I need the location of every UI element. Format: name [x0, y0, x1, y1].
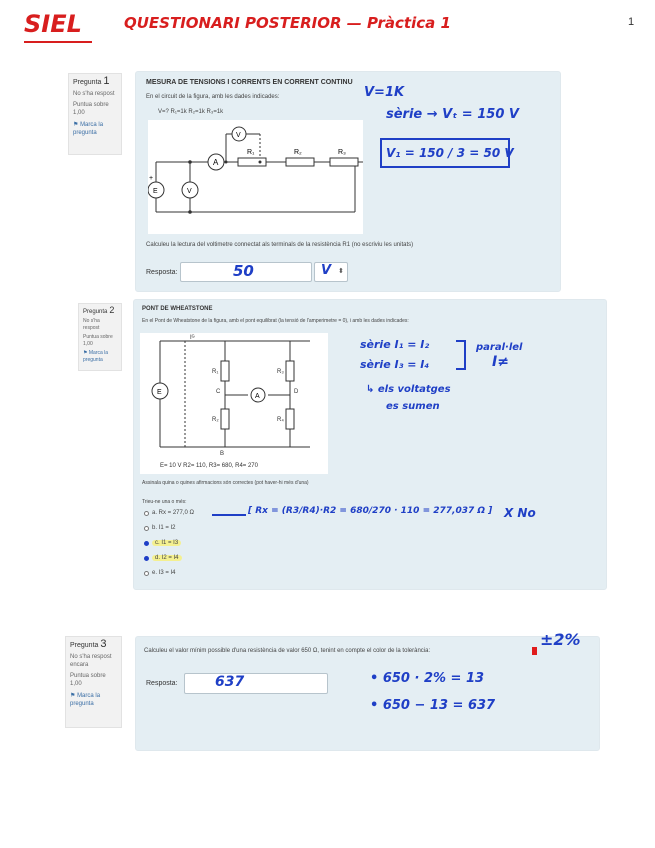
voltmeter2-label: V	[187, 188, 192, 195]
q2-mark: Puntua sobre 1,00	[83, 334, 113, 347]
checkbox-checked	[144, 556, 149, 561]
q1-flag-link[interactable]: ⚑ Marca la pregunta	[73, 122, 104, 136]
q1-voltmeter-top	[232, 127, 246, 141]
siel-title: SIEL	[24, 10, 82, 38]
q2-info-panel	[78, 303, 122, 371]
q1-resistor-r1	[238, 158, 266, 166]
svg-text:A: A	[255, 393, 260, 400]
q2-note-no: X No	[504, 506, 536, 520]
q2-note-eq: [ Rx = (R3/R4)·R2 = 680/270 · 110 = 277,037 Ω ]	[248, 506, 493, 516]
q1-resistor-r2	[286, 158, 314, 166]
q2-resistor-r4	[286, 409, 294, 429]
q1-title: MESURA DE TENSIONS I CORRENTS EN CORRENT CONTINU	[146, 79, 353, 86]
q3-answer-label: Resposta:	[146, 680, 178, 687]
svg-text:D: D	[294, 389, 299, 395]
svg-text:R₁: R₁	[212, 369, 219, 375]
q2-resistor-r2	[221, 409, 229, 429]
q2-question: Assinala quina o quines afirmacions són correctes (pot haver-hi més d'una)	[142, 480, 309, 486]
checkbox	[144, 526, 149, 531]
q2-note-3: paral·lel	[476, 342, 523, 353]
q1-number: 1	[103, 75, 110, 87]
q1-resistor-r3	[330, 158, 358, 166]
q2-note-6: es sumen	[386, 401, 440, 412]
q3-answer-value: 637	[215, 674, 245, 690]
q2-title: PONT DE WHEATSTONE	[142, 306, 213, 312]
q2-circuit-figure	[140, 333, 328, 474]
q2-option-e[interactable]: e. I3 = I4	[144, 570, 176, 576]
q3-note-tol: ±2%	[540, 630, 581, 649]
q2-note-5: ↳ els voltatges	[366, 384, 451, 395]
header-title: QUESTIONARI POSTERIOR — Pràctica 1	[124, 14, 451, 32]
flag-icon: ⚑	[70, 693, 76, 699]
q2-note-4: I≠	[492, 354, 509, 370]
q1-mark: Puntua sobre 1,00	[73, 102, 109, 116]
q3-note-2: • 650 − 13 = 637	[370, 698, 496, 713]
flag-icon: ⚑	[83, 350, 88, 356]
q3-number: 3	[100, 638, 107, 650]
q1-card	[135, 71, 561, 292]
q1-note-v: V=1K	[364, 85, 405, 100]
svg-text:E: E	[157, 389, 162, 396]
q3-note-1: • 650 · 2% = 13	[370, 671, 485, 686]
source-label: E	[153, 188, 158, 195]
checkbox	[144, 511, 149, 516]
q2-label: Pregunta	[83, 309, 108, 315]
r3-label: R₃	[338, 149, 346, 156]
flag-icon: ⚑	[73, 122, 79, 128]
q3-label: Pregunta	[70, 642, 99, 649]
svg-text:R₄: R₄	[277, 417, 284, 423]
r1-label: R₁	[247, 149, 255, 156]
q2-circuit-caption: E= 10 V R2= 110, R3= 680, R4= 270	[160, 463, 258, 469]
q1-data-line: V=? R₁=1k R₂=1k R₃=1k	[158, 109, 224, 115]
plus-label: +	[149, 175, 154, 182]
q1-answer-value: 50	[233, 262, 254, 280]
r2-label: R₂	[294, 149, 302, 156]
q1-question: Calculeu la lectura del voltimetre connectat als terminals de la resistència R1 (no escriviu les unitats)	[146, 242, 414, 248]
q1-note-formula: V₁ = 150 / 3 = 50 V	[380, 138, 510, 168]
page-number: 1	[628, 16, 635, 28]
q1-label: Pregunta	[73, 79, 102, 86]
q3-flag-link[interactable]: ⚑ Marca la pregunta	[70, 693, 101, 707]
q2-source	[152, 383, 168, 399]
q1-circuit-figure	[148, 120, 363, 234]
q1-unit-value: V	[321, 263, 332, 278]
svg-text:R₃: R₃	[277, 369, 284, 375]
checkbox-checked	[144, 541, 149, 546]
q2-option-c[interactable]: c. I1 = I3	[144, 540, 181, 546]
q1-unit-select[interactable]	[314, 262, 348, 282]
q1-info-panel	[68, 73, 122, 155]
q2-resistor-r1	[221, 361, 229, 381]
svg-text:B: B	[220, 451, 225, 457]
checkbox	[144, 571, 149, 576]
q2-note-brace	[456, 340, 466, 370]
svg-text:R₂: R₂	[212, 417, 219, 423]
q2-ammeter	[251, 388, 265, 402]
q2-resistor-r3	[286, 361, 294, 381]
q1-answer-label: Resposta:	[146, 269, 178, 276]
q3-question: Calculeu el valor mínim possible d'una resistència de valor 650 Ω, tenint en compte el color de la tolerància:	[144, 648, 431, 654]
q2-option-a[interactable]: a. Rx = 277,0 Ω	[144, 510, 194, 516]
q1-answer-field[interactable]	[180, 262, 312, 282]
q3-answer-field[interactable]	[184, 673, 328, 694]
q1-voltmeter-bottom	[182, 182, 198, 198]
siel-underline	[24, 41, 92, 43]
q1-ammeter	[208, 154, 224, 170]
q1-note-series: sèrie → Vₜ = 150 V	[386, 107, 519, 122]
tolerance-color-swatch	[532, 647, 537, 655]
q1-status: No s'ha respost	[73, 91, 115, 97]
svg-text:C: C	[216, 389, 221, 395]
q2-circuit-svg	[140, 333, 328, 474]
q1-circuit-svg	[148, 120, 363, 234]
q2-number: 2	[109, 305, 115, 315]
q2-note-1: sèrie I₁ = I₂	[360, 338, 430, 351]
svg-text:Iᴳ: Iᴳ	[190, 335, 195, 341]
ammeter-label: A	[213, 158, 219, 167]
arrow-right-icon	[212, 514, 246, 516]
q2-note-2: sèrie I₃ = I₄	[360, 358, 430, 371]
q2-option-b[interactable]: b. I1 = I2	[144, 525, 176, 531]
q3-status: No s'ha respost encara	[70, 654, 112, 668]
q3-card	[135, 636, 600, 751]
q2-options-heading: Trieu-ne una o més:	[142, 499, 187, 505]
q2-status: No s'ha respost	[83, 318, 100, 331]
voltmeter-label: V	[236, 132, 241, 139]
chevron-down-icon: ⬍	[338, 268, 344, 275]
q3-info-panel	[65, 636, 122, 728]
q1-intro: En el circuit de la figura, amb les dades indicades:	[146, 94, 280, 100]
q2-intro: En el Pont de Wheatstone de la figura, amb el pont equilibrat (la tensió de l'amperimetre = 0), i amb les dades indicades:	[142, 318, 409, 324]
q3-mark: Puntua sobre 1,00	[70, 673, 106, 687]
q2-option-d[interactable]: d. I2 = I4	[144, 555, 182, 561]
q2-flag-link[interactable]: ⚑ Marca la pregunta	[83, 350, 109, 363]
